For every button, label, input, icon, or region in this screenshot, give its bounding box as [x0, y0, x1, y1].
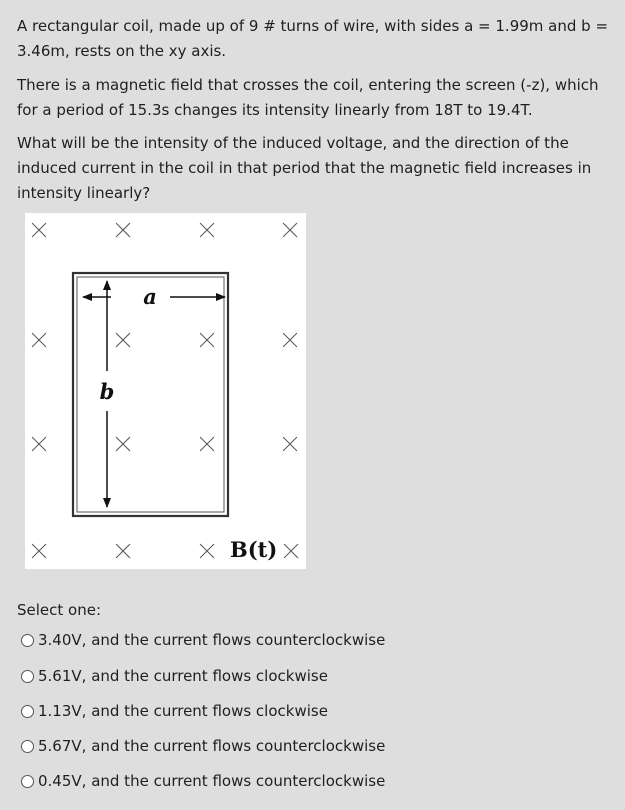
field-into-screen-icon	[32, 544, 46, 558]
answer-option-4[interactable]	[21, 734, 385, 758]
radio-button[interactable]	[21, 670, 34, 683]
radio-button[interactable]	[21, 740, 34, 753]
field-into-screen-icon	[284, 544, 298, 558]
answer-option-5[interactable]	[21, 769, 385, 793]
answer-option-label: 1.13V, and the current flows clockwise	[38, 702, 328, 720]
field-into-screen-icon	[200, 437, 214, 451]
answer-option-label: 5.61V, and the current flows clockwise	[38, 667, 328, 685]
coil-outer-edge	[73, 273, 228, 516]
field-label: B(t)	[230, 537, 278, 562]
radio-button[interactable]	[21, 634, 34, 647]
radio-button[interactable]	[21, 705, 34, 718]
answer-option-1[interactable]	[21, 628, 385, 652]
field-into-screen-icon	[32, 437, 46, 451]
field-into-screen-icon	[200, 223, 214, 237]
field-into-screen-icon	[283, 333, 297, 347]
answer-option-label: 3.40V, and the current flows counterclockwise	[38, 631, 386, 649]
answer-option-3[interactable]	[21, 699, 328, 723]
field-into-screen-icon	[32, 333, 46, 347]
field-into-screen-icon	[116, 544, 130, 558]
dimension-b-label: b	[99, 379, 115, 404]
coil-figure	[25, 213, 306, 569]
question-paragraph-1: A rectangular coil, made up of 9 # turns of wire, with sides a = 1.99m and b = 3.46m, rests on the xy axis.	[17, 17, 609, 60]
answer-option-2[interactable]	[21, 664, 328, 688]
field-into-screen-icon	[32, 223, 46, 237]
question-paragraph-2: There is a magnetic field that crosses the coil, entering the screen (-z), which for a period of 15.3s changes its intensity linearly from 18T to 19.4T.	[17, 76, 599, 119]
answer-option-label: 0.45V, and the current flows counterclockwise	[38, 772, 386, 790]
radio-button[interactable]	[21, 775, 34, 788]
select-one-label: Select one:	[17, 601, 102, 619]
field-into-screen-icon	[200, 544, 214, 558]
field-into-screen-icon	[116, 223, 130, 237]
dimension-a-label: a	[143, 284, 157, 309]
field-into-screen-icon	[283, 223, 297, 237]
field-into-screen-icon	[283, 437, 297, 451]
question-paragraph-3: What will be the intensity of the induced voltage, and the direction of the induced current in the coil in that period that the magnetic field increases in intensity linearly?	[17, 134, 592, 202]
field-into-screen-icon	[200, 333, 214, 347]
answer-option-label: 5.67V, and the current flows counterclockwise	[38, 737, 386, 755]
coil-diagram	[25, 213, 306, 569]
field-into-screen-icon	[116, 333, 130, 347]
field-into-screen-icon	[116, 437, 130, 451]
